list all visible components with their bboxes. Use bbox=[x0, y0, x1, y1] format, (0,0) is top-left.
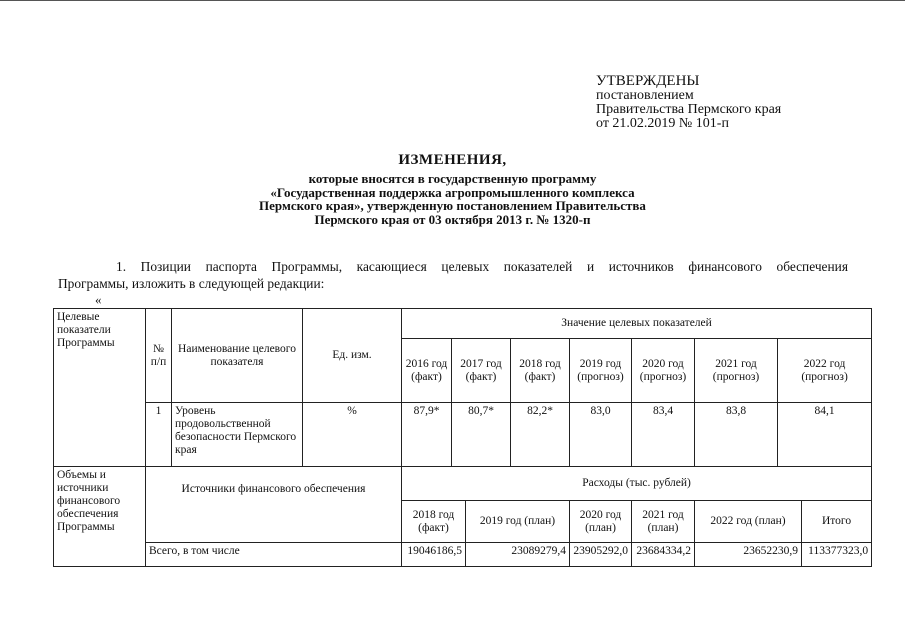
approval-line-1: постановлением bbox=[596, 88, 694, 103]
year-header-2022: 2022 год (прогноз) bbox=[778, 339, 872, 403]
opening-quote: « bbox=[95, 292, 102, 307]
year-header-2019: 2019 год (прогноз) bbox=[570, 339, 632, 403]
num-header: № п/п bbox=[146, 309, 172, 403]
total-2021: 23684334,2 bbox=[632, 543, 695, 567]
document-title: ИЗМЕНЕНИЯ, bbox=[398, 152, 507, 168]
subtitle-line-3: Пермского края», утвержденную постановлением Правительства bbox=[259, 198, 646, 213]
value-2022: 84,1 bbox=[778, 403, 872, 467]
finance-year-2018: 2018 год (факт) bbox=[402, 501, 466, 543]
year-header-2016: 2016 год (факт) bbox=[402, 339, 452, 403]
finance-year-2019: 2019 год (план) bbox=[466, 501, 570, 543]
table-row bbox=[54, 543, 872, 567]
target-values-header: Значение целевых показателей bbox=[402, 309, 872, 339]
year-header-2017: 2017 год (факт) bbox=[452, 339, 511, 403]
value-2016: 87,9* bbox=[402, 403, 452, 467]
approval-block bbox=[596, 74, 781, 131]
expenses-header: Расходы (тыс. рублей) bbox=[402, 467, 872, 501]
value-2018: 82,2* bbox=[511, 403, 570, 467]
table-row bbox=[54, 403, 872, 467]
total-sum: 113377323,0 bbox=[802, 543, 872, 567]
approval-line-2: Правительства Пермского края bbox=[596, 102, 782, 117]
row-number: 1 bbox=[146, 403, 172, 467]
finance-year-2022: 2022 год (план) bbox=[695, 501, 802, 543]
value-2021: 83,8 bbox=[695, 403, 778, 467]
subtitle-line-2: «Государственная поддержка агропромышленного комплекса bbox=[270, 184, 635, 200]
total-2020: 23905292,0 bbox=[570, 543, 632, 567]
finance-total-header: Итого bbox=[802, 501, 872, 543]
year-header-2018: 2018 год (факт) bbox=[511, 339, 570, 403]
indicator-unit: % bbox=[303, 403, 402, 467]
subtitle-line-4: Пермского края от 03 октября 2013 г. № 1320-п bbox=[314, 211, 591, 227]
document-subtitle bbox=[0, 172, 905, 226]
total-2022: 23652230,9 bbox=[695, 543, 802, 567]
year-header-2021: 2021 год (прогноз) bbox=[695, 339, 778, 403]
paragraph-line-2: Программы, изложить в следующей редакции: bbox=[58, 276, 325, 291]
total-2018: 19046186,5 bbox=[402, 543, 466, 567]
unit-header: Ед. изм. bbox=[303, 309, 402, 403]
value-2017: 80,7* bbox=[452, 403, 511, 467]
value-2020: 83,4 bbox=[632, 403, 695, 467]
finance-year-2021: 2021 год (план) bbox=[632, 501, 695, 543]
finance-row-label: Объемы и источники финансового обеспечения Программы bbox=[54, 467, 146, 567]
indicator-name: Уровень продовольственной безопасности Пермского края bbox=[172, 403, 303, 467]
body-paragraph bbox=[58, 258, 848, 292]
subtitle-line-1: которые вносятся в государственную программу bbox=[308, 171, 597, 186]
funding-sources-header: Источники финансового обеспечения bbox=[146, 467, 402, 543]
targets-row-label: Целевые показатели Программы bbox=[54, 309, 146, 467]
paragraph-line-1: 1. Позиции паспорта Программы, касающиеся целевых показателей и источников финансового обеспечения bbox=[116, 259, 848, 274]
approval-line-3: от 21.02.2019 № 101-п bbox=[596, 116, 729, 131]
value-2019: 83,0 bbox=[570, 403, 632, 467]
top-edge-line bbox=[0, 0, 905, 1]
total-2019: 23089279,4 bbox=[466, 543, 570, 567]
indicator-name-header: Наименование целевого показателя bbox=[172, 309, 303, 403]
total-row-label: Всего, в том числе bbox=[146, 543, 402, 567]
passport-table bbox=[53, 308, 872, 567]
finance-year-2020: 2020 год (план) bbox=[570, 501, 632, 543]
approval-title: УТВЕРЖДЕНЫ bbox=[596, 73, 700, 89]
year-header-2020: 2020 год (прогноз) bbox=[632, 339, 695, 403]
